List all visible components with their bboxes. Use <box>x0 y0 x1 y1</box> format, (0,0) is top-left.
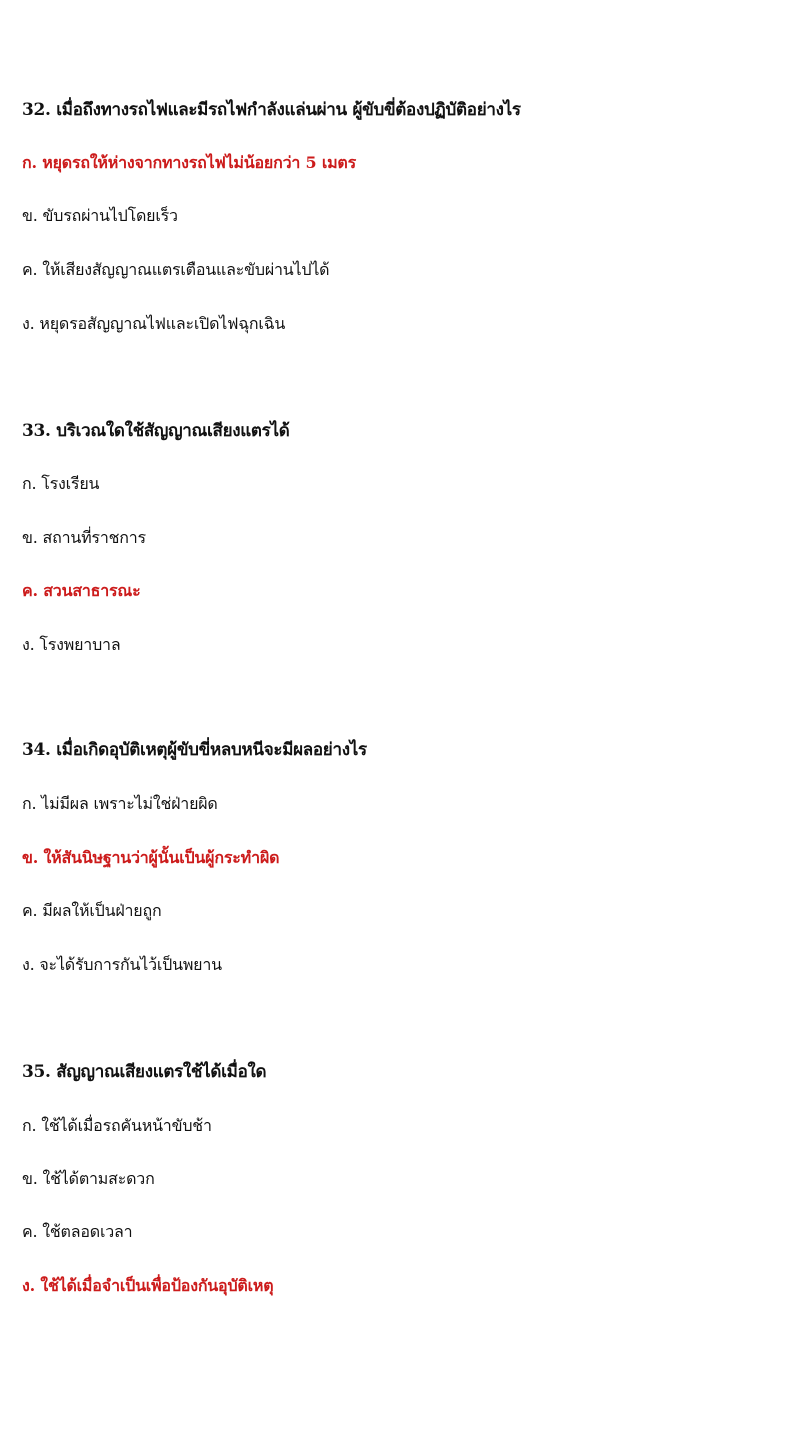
question-33-option-a: ก. โรงเรียน <box>22 474 100 493</box>
question-34-option-d: ง. จะได้รับการกันไว้เป็นพยาน <box>22 955 222 974</box>
question-35-option-d-correct: ง. ใช้ได้เมื่อจำเป็นเพื่อป้องกันอุบัติเหตุ <box>22 1276 274 1295</box>
question-35-option-a: ก. ใช้ได้เมื่อรถคันหน้าขับช้า <box>22 1116 212 1135</box>
question-32-title: 32. เมื่อถึงทางรถไฟและมีรถไฟกำลังแล่นผ่าน ผู้ขับขี่ต้องปฏิบัติอย่างไร <box>22 100 521 120</box>
question-32-option-a-correct: ก. หยุดรถให้ห่างจากทางรถไฟไม่น้อยกว่า 5 เมตร <box>22 153 357 172</box>
question-34-option-b-correct: ข. ให้สันนิษฐานว่าผู้นั้นเป็นผู้กระทำผิด <box>22 848 280 867</box>
question-35-option-c: ค. ใช้ตลอดเวลา <box>22 1222 133 1241</box>
question-34-title: 34. เมื่อเกิดอุบัติเหตุผู้ขับขี่หลบหนีจะมีผลอย่างไร <box>22 740 367 760</box>
question-34-option-a: ก. ไม่มีผล เพราะไม่ใช่ฝ่ายผิด <box>22 794 218 813</box>
question-34-option-c: ค. มีผลให้เป็นฝ่ายถูก <box>22 901 162 920</box>
question-32-option-b: ข. ขับรถผ่านไปโดยเร็ว <box>22 206 178 225</box>
question-33-option-d: ง. โรงพยาบาล <box>22 635 121 654</box>
question-35-option-b: ข. ใช้ได้ตามสะดวก <box>22 1169 155 1188</box>
question-33-option-b: ข. สถานที่ราชการ <box>22 528 146 547</box>
question-32-option-d: ง. หยุดรอสัญญาณไฟและเปิดไฟฉุกเฉิน <box>22 314 286 333</box>
question-35-title: 35. สัญญาณเสียงแตรใช้ได้เมื่อใด <box>22 1062 267 1082</box>
question-33-title: 33. บริเวณใดใช้สัญญาณเสียงแตรได้ <box>22 421 290 441</box>
question-33-option-c-correct: ค. สวนสาธารณะ <box>22 581 141 600</box>
question-32-option-c: ค. ให้เสียงสัญญาณแตรเตือนและขับผ่านไปได้ <box>22 260 330 279</box>
